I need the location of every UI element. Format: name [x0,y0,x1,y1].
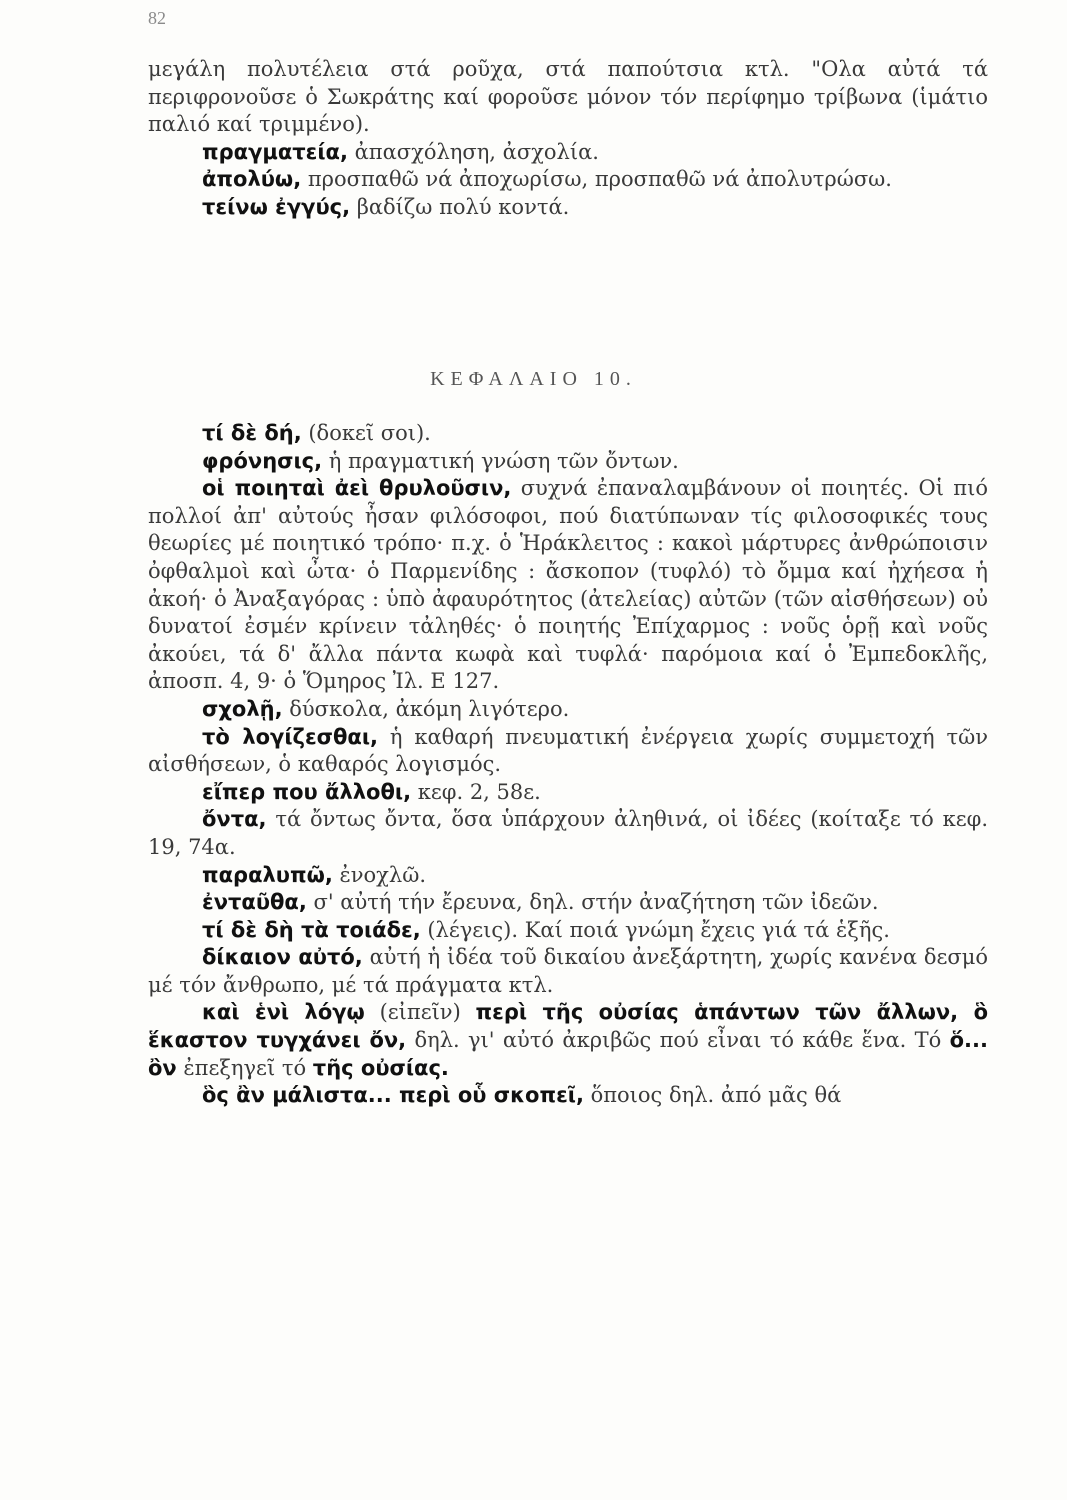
gloss-text: ἡ καθαρή πνευματική ἐνέργεια χωρίς συμμετοχή τῶν αἰσθήσεων, ὁ καθαρός λογισμός. [148,724,988,777]
lemma-text: εἴπερ που ἄλλοθι, [202,779,412,804]
entry-p5 [148,420,988,448]
entry-p10 [148,779,988,807]
gloss-text: αὐτή ἡ ἰδέα τοῦ δικαίου ἀνεξάρτητη, χωρίς κανένα δεσμό μέ τόν ἄνθρωπο, μέ τά πράγματα κτλ. [148,945,988,997]
entry-p12 [148,862,988,890]
gloss-text: ἀπασχόληση, ἀσχολία. [347,139,599,164]
gloss-text: βαδίζω πολύ κοντά. [350,194,570,219]
entry-p13 [148,889,988,917]
lemma-text: περὶ τῆς οὐσίας ἁπάντων τῶν ἄλλων, ὃ ἕκαστον τυγχάνει ὄν, [148,1000,989,1053]
entry-p16 [148,999,988,1082]
gloss-text: προσπαθῶ νά ἀποχωρίσω, προσπαθῶ νά ἀπολυτρώσω. [301,167,892,192]
lemma-text: πραγματεία, [202,139,348,164]
entry-p17 [148,1082,988,1110]
entry-p3 [148,166,988,194]
gloss-text: ἡ πραγματική γνώση τῶν ὄντων. [322,448,679,473]
gloss-text: (λέγεις). Καί ποιά γνώμη ἔχεις γιά τά ἑξῆς. [420,917,890,942]
entry-p6 [148,448,988,476]
entry-p11 [148,806,988,861]
lemma-text: ἐνταῦθα, [202,890,307,915]
entry-p8 [148,696,988,724]
gloss-text: σ' αὐτή τήν ἔρευνα, δηλ. στήν ἀναζήτηση τῶν ἰδεῶν. [306,890,879,915]
lemma-text: καὶ ἑνὶ λόγῳ [202,1000,365,1025]
lemma-text: τί δὲ δὴ τὰ τοιάδε, [202,917,421,942]
gloss-text: (δοκεῖ σοι). [301,421,431,445]
lemma-text: τί δὲ δή, [202,421,302,445]
page-number: 82 [148,8,166,28]
entry-p1 [148,56,988,139]
lemma-text: ὅ... ὂν [148,1028,988,1080]
gloss-text: ἐνοχλῶ. [332,862,426,887]
gloss-text: δηλ. γι' αὐτό ἀκριβῶς πού εἶναι τό κάθε ἕνα. Τό [406,1028,950,1053]
gloss-text: τά ὄντως ὄντα, ὅσα ὑπάρχουν ἀληθινά, οἱ ἰδέες (κοίταξε τό κεφ. 19, 74α. [148,807,988,859]
glossary-block-1 [148,56,988,222]
lemma-text: ὃς ἂν μάλιστα... περὶ οὗ σκοπεῖ, [202,1083,584,1108]
lemma-text: παραλυπῶ, [202,862,333,887]
gloss-text: (εἰπεῖν) [364,1000,476,1025]
gloss-text: ἐπεξηγεῖ τό [176,1055,313,1080]
entry-p7 [148,475,988,696]
glossary-block-2 [148,420,988,1110]
gloss-text: μεγάλη πολυτέλεια στά ροῦχα, στά παπούτσια κτλ. "Ολα αὐτά τά περιφρονοῦσε ὁ Σωκράτης καί φοροῦσε μόνον τόν περίφημο τρίβωνα (ἱμάτιο παλιό καί τριμμένο). [148,57,988,137]
entry-p15 [148,944,988,999]
entry-p14 [148,917,988,945]
gloss-text: ὅποιος δηλ. ἀπό μᾶς θά [583,1083,842,1108]
gloss-text: δύσκολα, ἀκόμη λιγότερο. [282,696,570,721]
lemma-text: τὸ λογίζεσθαι, [202,724,379,749]
lemma-text: ἀπολύω, [202,167,302,192]
gloss-text: κεφ. 2, 58ε. [411,779,541,804]
entry-p9 [148,724,988,779]
lemma-text: δίκαιον αὐτό, [202,945,363,970]
lemma-text: ὄντα, [202,807,267,832]
chapter-heading: ΚΕΦΑΛΑΙΟ 10. [430,368,637,390]
lemma-text: τῆς οὐσίας. [312,1055,449,1080]
lemma-text: τείνω ἐγγύς, [202,194,351,219]
entry-p2 [148,139,988,167]
gloss-text: συχνά ἐπαναλαμβάνουν οἱ ποιητές. Οἱ πιό πολλοί ἀπ' αὐτούς ἦσαν φιλόσοφοι, πού διατύπωναν τίς φιλοσοφικές τους θεωρίες μέ ποιητικό τρόπο· π.χ. ὁ Ἡράκλειτος : κακοὶ μάρτυρες ἀνθρώποισιν ὀφθαλμοὶ καὶ ὦτα· ὁ Παρμενίδης : ἄσκοπον (τυφλό) τὸ ὄμμα καί ἠχήεσα ἡ ἀκοή· ὁ Ἀναξαγόρας : ὑπὸ ἀφαυρότητος (ἀτελείας) αὐτῶν (τῶν αἰσθήσεων) οὐ δυνατοί ἐσμέν κρίνειν τἀληθές· ὁ ποιητής Ἐπίχαρμος : νοῦς ὁρῇ καὶ νοῦς ἀκούει, τά δ' ἄλλα πάντα κωφὰ καὶ τυφλά· παρόμοια καί ὁ Ἐμπεδοκλῆς, ἀποσπ. 4, 9· ὁ Ὅμηρος Ἰλ. Ε 127. [148,476,988,694]
entry-p4 [148,194,988,222]
lemma-text: σχολῇ, [202,696,283,721]
lemma-text: οἱ ποιηταὶ ἀεὶ θρυλοῦσιν, [202,476,512,501]
lemma-text: φρόνησις, [202,448,323,473]
